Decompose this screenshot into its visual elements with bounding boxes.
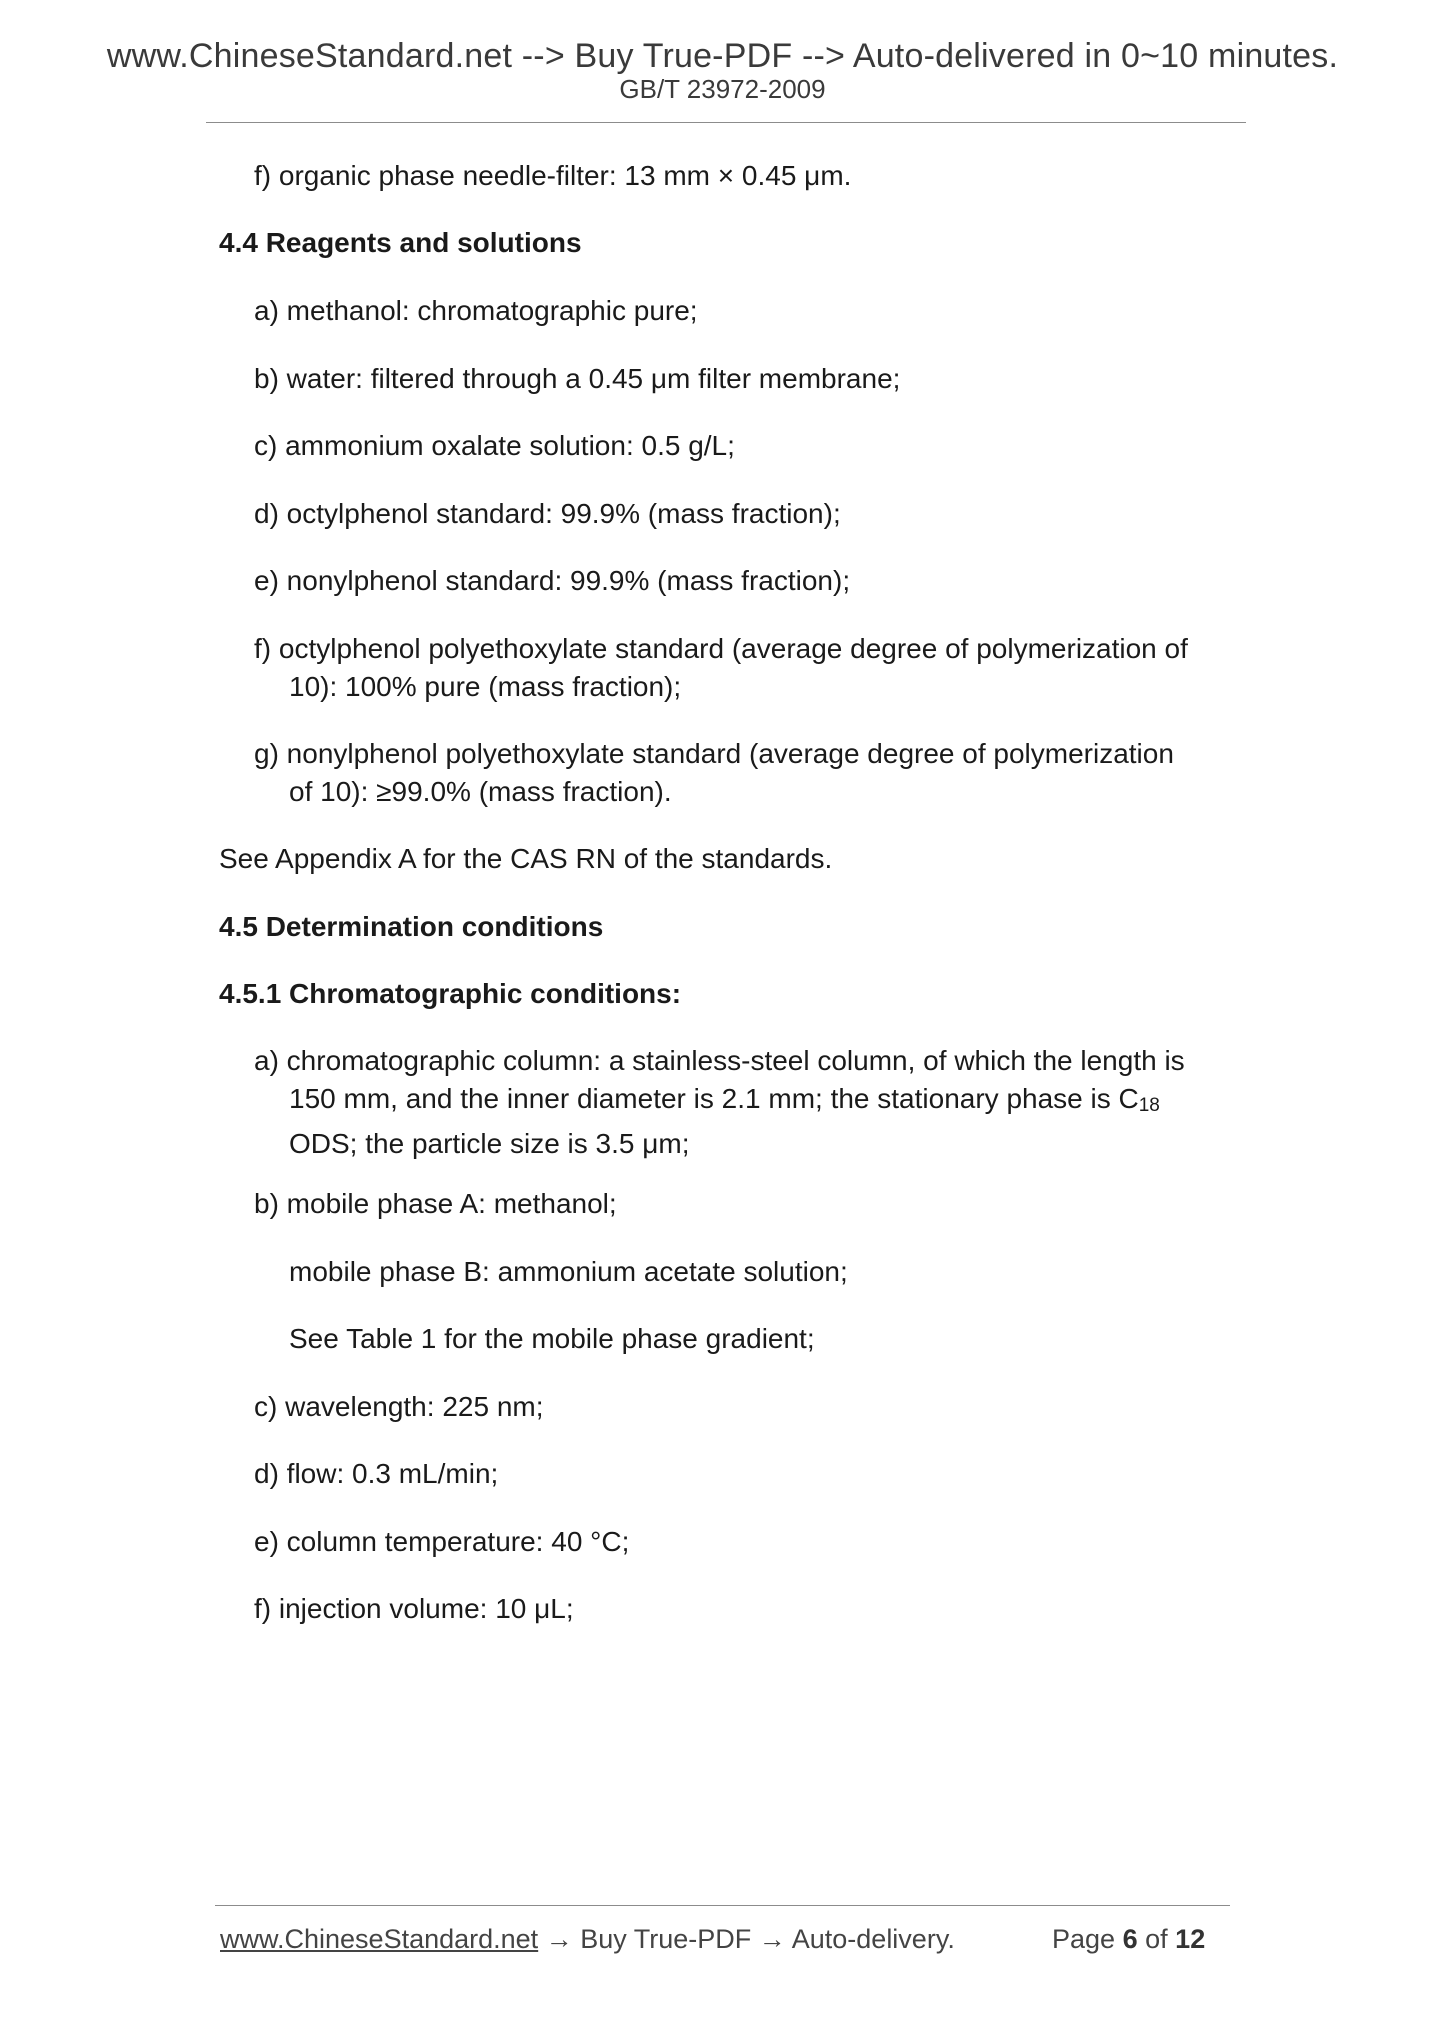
list-item-methanol: a) methanol: chromatographic pure; — [254, 295, 698, 326]
list-item-injection-volume: f) injection volume: 10 μL; — [254, 1593, 574, 1624]
page-current: 6 — [1122, 1924, 1138, 1954]
list-item-text: g) nonylphenol polyethoxylate standard (average degree of polymerization — [254, 738, 1174, 769]
list-item-flow: d) flow: 0.3 mL/min; — [254, 1458, 499, 1489]
list-item-mobile-phase-a: b) mobile phase A: methanol; — [254, 1188, 617, 1219]
footer-promo-text: → Buy True-PDF → Auto-delivery. — [538, 1924, 955, 1954]
gradient-note: See Table 1 for the mobile phase gradient; — [289, 1323, 815, 1354]
subsection-heading-chromatographic: 4.5.1 Chromatographic conditions: — [219, 978, 682, 1009]
section-heading-determination: 4.5 Determination conditions — [219, 911, 604, 942]
footer-site-link[interactable]: www.ChineseStandard.net — [220, 1924, 539, 1954]
footer-divider — [215, 1905, 1230, 1906]
list-item-continuation: ODS; the particle size is 3.5 μm; — [289, 1128, 690, 1159]
subscript: 18 — [1138, 1095, 1160, 1116]
list-item-octylphenol-standard: d) octylphenol standard: 99.9% (mass fraction); — [254, 498, 841, 529]
list-item-text: a) chromatographic column: a stainless-steel column, of which the length is — [254, 1045, 1185, 1076]
list-item-continuation: 10): 100% pure (mass fraction); — [289, 671, 682, 702]
standard-code: GB/T 23972-2009 — [619, 74, 826, 104]
page-indicator — [1052, 1922, 1205, 1956]
list-item-nonylphenol-polyethoxylate — [254, 735, 1238, 811]
list-item-column-temperature: e) column temperature: 40 °C; — [254, 1526, 630, 1557]
header-banner: www.ChineseStandard.net --> Buy True-PDF --> Auto-delivered in 0~10 minutes. — [106, 37, 1339, 75]
page-label: Page — [1052, 1924, 1116, 1954]
list-item-continuation: of 10): ≥99.0% (mass fraction). — [289, 776, 672, 807]
continuation-text: 150 mm, and the inner diameter is 2.1 mm; the stationary phase is C — [289, 1083, 1139, 1114]
list-item-continuation — [254, 1080, 1238, 1125]
list-item-water: b) water: filtered through a 0.45 μm filter membrane; — [254, 363, 901, 394]
of-label: of — [1145, 1924, 1168, 1954]
section-heading-reagents: 4.4 Reagents and solutions — [219, 227, 582, 258]
list-item-wavelength: c) wavelength: 225 nm; — [254, 1391, 544, 1422]
mobile-phase-b: mobile phase B: ammonium acetate solution; — [289, 1256, 848, 1287]
appendix-note: See Appendix A for the CAS RN of the standards. — [219, 843, 833, 874]
list-item-nonylphenol-standard: e) nonylphenol standard: 99.9% (mass fraction); — [254, 565, 851, 596]
page-total: 12 — [1175, 1924, 1206, 1954]
list-item-octylphenol-polyethoxylate — [254, 630, 1238, 706]
list-item-ammonium-oxalate: c) ammonium oxalate solution: 0.5 g/L; — [254, 430, 735, 461]
list-item-chromatographic-column — [254, 1042, 1238, 1163]
list-item-text: f) octylphenol polyethoxylate standard (average degree of polymerization of — [254, 633, 1188, 664]
footer-promo — [220, 1922, 955, 1956]
list-item-needle-filter: f) organic phase needle-filter: 13 mm × 0.45 μm. — [254, 160, 852, 191]
